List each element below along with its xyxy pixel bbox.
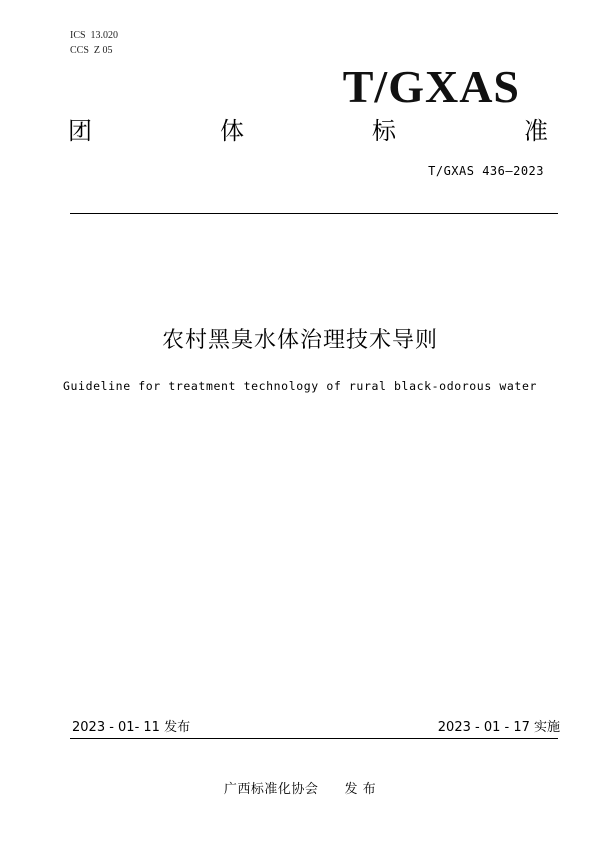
publisher-action: 发 布 xyxy=(344,782,377,797)
implement-date: 2023 - 01 - 17 实施 xyxy=(437,720,560,735)
standard-type-char: 标 xyxy=(372,117,396,145)
ics-code: ICS 13.020 xyxy=(70,30,119,41)
standard-type-char: 体 xyxy=(220,117,244,145)
classification-codes xyxy=(70,28,118,58)
document-title-en: Guideline for treatment technology of rural black-odorous water xyxy=(63,379,537,393)
standard-logo: T/GXAS xyxy=(342,61,520,112)
publisher-line xyxy=(0,778,600,797)
standard-type-char: 团 xyxy=(68,117,92,145)
publish-date: 2023 - 01- 11 发布 xyxy=(72,720,191,735)
document-title-cn: 农村黑臭水体治理技术导则 xyxy=(161,328,438,353)
bottom-divider xyxy=(70,738,558,739)
standard-number: T/GXAS 436—2023 xyxy=(428,164,544,178)
top-divider xyxy=(70,213,558,214)
publisher-org: 广西标准化协会 xyxy=(223,782,319,797)
ccs-code: CCS Z 05 xyxy=(70,45,113,56)
standard-type-heading xyxy=(68,116,548,146)
standard-type-char: 准 xyxy=(524,117,548,145)
